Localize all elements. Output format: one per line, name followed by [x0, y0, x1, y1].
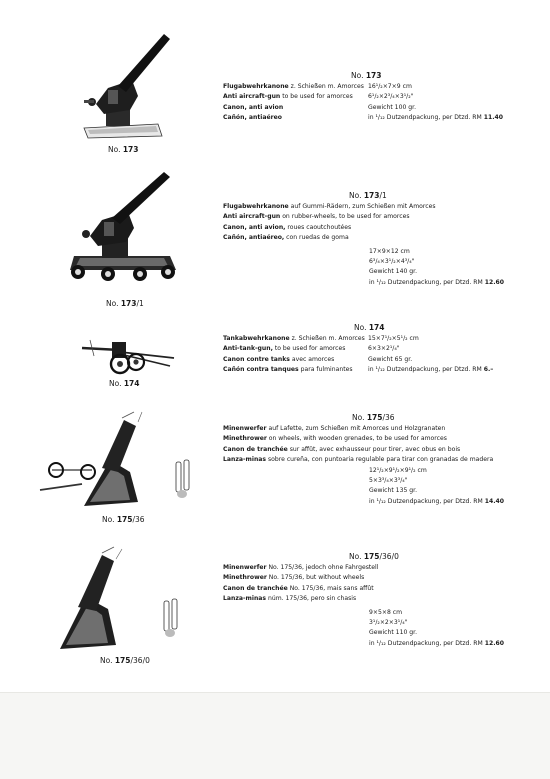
anti-tank-gun-icon: [80, 328, 180, 378]
spec-dimensions-cm: 9×5×8 cm: [369, 608, 403, 616]
line-en: [223, 434, 504, 444]
line-fr: [223, 445, 504, 455]
line-de: [223, 202, 504, 212]
price-row: [223, 639, 504, 649]
line-label: Cañón contra tanques: [223, 366, 299, 374]
line-text: No. 175/36, but without wheels: [268, 574, 365, 582]
line-fr: [223, 103, 417, 113]
line-de: [223, 334, 419, 344]
caption-prefix: No.: [106, 299, 119, 308]
entry-lines: [223, 202, 504, 288]
line-text: para fulminantes: [300, 366, 353, 374]
entry-lines: [223, 82, 503, 124]
line-en: [223, 344, 400, 354]
line-text: to be used for amorces: [274, 345, 346, 353]
line-de: [223, 424, 504, 434]
line-spec: Gewicht 65 gr.: [368, 355, 413, 363]
line-label: Canon contre tanks: [223, 355, 290, 363]
caption-number: 173: [120, 299, 137, 308]
line-label: Canon, anti avion: [223, 103, 284, 111]
heading-prefix: No.: [354, 323, 367, 332]
price-line: in ¹/₁₂ Dutzendpackung, per Dtzd. RM: [369, 278, 483, 286]
line-label: Anti aircraft-gun: [223, 213, 281, 221]
line-en: [223, 212, 504, 222]
entry-lines: [223, 334, 494, 376]
entry-lines: [223, 563, 504, 649]
heading-number: 175: [363, 552, 380, 561]
price-amount: 11.40: [483, 114, 503, 122]
caption-prefix: No.: [108, 145, 121, 154]
line-text: z. Schießen m. Amorces: [291, 335, 365, 342]
caption-number: 175: [114, 656, 131, 665]
figure-caption: [109, 379, 140, 388]
anti-aircraft-gun-icon: [78, 30, 178, 140]
line-text: No. 175/36, mais sans affût: [289, 584, 374, 592]
line-label: Minethrower: [223, 435, 267, 443]
line-de: [223, 563, 504, 573]
price-row: [223, 278, 504, 288]
figure-caption: [102, 515, 145, 524]
line-es: [223, 455, 504, 465]
line-label: Lanza-minas: [223, 595, 267, 603]
heading-number: 173: [363, 191, 380, 200]
wheeled-anti-aircraft-gun-icon: [66, 170, 181, 285]
spec-weight: Gewicht 135 gr.: [369, 487, 418, 495]
line-spec: 6×3×2¹/₄": [368, 345, 400, 353]
caption-suffix: /1: [136, 299, 144, 308]
line-text: roues caoutchoutées: [287, 223, 352, 231]
price-line: in ¹/₁₂ Dutzendpackung, per Dtzd. RM: [368, 114, 482, 122]
line-text: sobre cureña, con puntoaria regulable para tirar con granadas de madera: [267, 456, 494, 464]
caption-prefix: No.: [102, 515, 115, 524]
heading-prefix: No.: [349, 552, 362, 561]
line-label: Canon de tranchée: [223, 584, 288, 592]
mine-thrower-icon: [38, 410, 208, 510]
entry-heading: [349, 191, 387, 200]
caption-number: 173: [122, 145, 139, 154]
line-text: No. 175/36, jedoch ohne Fahrgestell: [268, 564, 379, 571]
figure-caption: [108, 145, 139, 154]
line-label: Cañón, antiaéreo,: [223, 234, 285, 242]
line-text: on rubber-wheels, to be used for amorces: [282, 213, 410, 221]
line-text: on wheels, with wooden grenades, to be used for amorces: [268, 435, 447, 443]
spec-weight: Gewicht 110 gr.: [369, 629, 418, 637]
line-es: [223, 594, 504, 604]
line-text: to be used for amorces: [282, 93, 353, 101]
line-label: Minethrower: [223, 574, 267, 582]
heading-number: 174: [368, 323, 385, 332]
spec-dimensions-cm: 12¹/₂×9¹/₂×9¹/₂ cm: [369, 466, 427, 474]
price-amount: 14.40: [484, 497, 504, 505]
line-es: [223, 113, 503, 123]
line-spec: 15×7¹/₂×5¹/₂ cm: [368, 335, 419, 342]
line-fr: [223, 584, 504, 594]
line-label: Canon, anti avion,: [223, 223, 286, 231]
line-label: Tankabwehrkanone: [223, 335, 290, 342]
heading-prefix: No.: [349, 191, 362, 200]
spec-dimensions-inch: 3¹/₂×2×3¹/₄": [369, 618, 408, 626]
line-es: [223, 365, 494, 375]
price-line: in ¹/₁₂ Dutzendpackung, per Dtzd. RM: [369, 639, 483, 647]
page-footer-band: [0, 692, 550, 779]
line-label: Anti aircraft-gun: [223, 93, 281, 101]
line-text: con ruedas de goma: [286, 234, 349, 242]
line-text: sur affût, avec exhausseur pour tirer, avec obus en bois: [289, 445, 461, 453]
spec-dimensions-inch: 5×3³/₄×3³/₄": [369, 476, 408, 484]
heading-number: 175: [366, 413, 383, 422]
caption-prefix: No.: [100, 656, 113, 665]
caption-number: 175: [116, 515, 133, 524]
line-label: Minenwerfer: [223, 564, 267, 571]
line-label: Lanza-minas: [223, 456, 267, 464]
entry-heading: [351, 71, 382, 80]
entry-heading: [354, 323, 385, 332]
heading-suffix: /1: [379, 191, 387, 200]
line-text: núm. 175/36, pero sin chasis: [267, 595, 357, 603]
spec-dimensions-inch: 6³/₄×3¹/₂×4³/₄": [369, 257, 415, 265]
price-amount: 12.60: [484, 639, 504, 647]
entry-lines: [223, 424, 504, 507]
line-spec: Gewicht 100 gr.: [368, 103, 417, 111]
figure-caption: [100, 656, 150, 665]
price-amount: 6.–: [483, 366, 494, 374]
mine-thrower-no-wheels-icon: [56, 545, 186, 655]
line-fr: [223, 355, 413, 365]
figure-caption: [106, 299, 144, 308]
line-label: Minenwerfer: [223, 425, 267, 432]
price-line: in ¹/₁₂ Dutzendpackung, per Dtzd. RM: [369, 497, 483, 505]
line-en: [223, 573, 504, 583]
heading-prefix: No.: [352, 413, 365, 422]
line-label: Flugabwehrkanone: [223, 203, 289, 210]
line-label: Canon de tranchée: [223, 445, 288, 453]
price-line: in ¹/₁₂ Dutzendpackung, per Dtzd. RM: [368, 366, 482, 374]
line-text: auf Gummi-Rädern, zum Schießen mit Amorces: [290, 203, 436, 210]
caption-prefix: No.: [109, 379, 122, 388]
caption-suffix: /36/0: [130, 656, 150, 665]
line-es: [223, 233, 504, 243]
entry-heading: [349, 552, 399, 561]
line-de: [223, 82, 412, 92]
line-label: Anti-tank-gun,: [223, 345, 273, 353]
line-en: [223, 92, 414, 102]
caption-suffix: /36: [132, 515, 145, 524]
caption-number: 174: [123, 379, 140, 388]
price-amount: 12.60: [484, 278, 504, 286]
heading-number: 173: [365, 71, 382, 80]
line-text: z. Schießen m. Amorces: [290, 83, 364, 90]
spec-weight: Gewicht 140 gr.: [369, 268, 418, 276]
entry-heading: [352, 413, 395, 422]
line-text: avec amorces: [291, 355, 335, 363]
line-label: Cañón, antiaéreo: [223, 114, 282, 122]
line-fr: [223, 223, 504, 233]
line-spec: 16¹/₂×7×9 cm: [368, 83, 412, 90]
line-label: Flugabwehrkanone: [223, 83, 289, 90]
heading-prefix: No.: [351, 71, 364, 80]
heading-suffix: /36: [382, 413, 395, 422]
spec-dimensions-cm: 17×9×12 cm: [369, 247, 410, 255]
line-spec: 6¹/₂×2³/₄×3¹/₂": [368, 93, 414, 101]
price-row: [223, 497, 504, 507]
heading-suffix: /36/0: [379, 552, 399, 561]
line-text: auf Lafette, zum Schießen mit Amorces und Holzgranaten: [268, 425, 446, 432]
